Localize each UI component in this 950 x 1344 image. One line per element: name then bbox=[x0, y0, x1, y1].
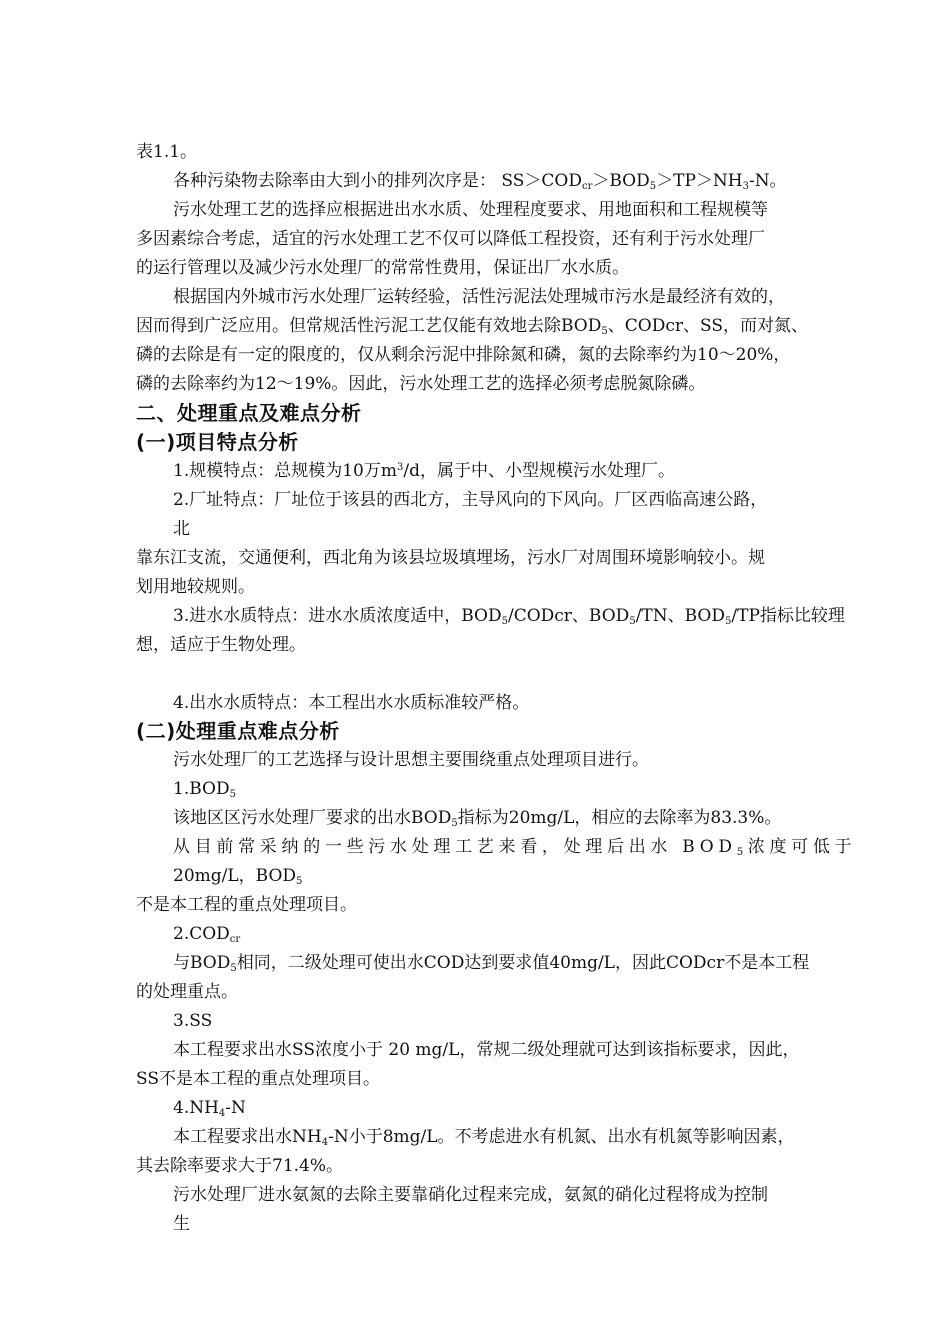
key-points-intro: 污水处理厂的工艺选择与设计思想主要围绕重点处理项目进行。 bbox=[173, 750, 649, 770]
nh4-line-3: 污水处理厂进水氨氮的去除主要靠硝化过程来完成，氨氮的硝化过程将成为控制 bbox=[173, 1185, 768, 1205]
cod-line-1: 与$BOD_5$相同，二级处理可使出水COD达到要求值40mg/L，因此CODcr不是本工程 bbox=[173, 953, 810, 974]
ss-heading: 3.SS bbox=[173, 1011, 213, 1031]
influent-feature-line-2: 想，适应于生物处理。 bbox=[136, 635, 306, 655]
experience-line-1: 根据国内外城市污水处理厂运转经验，活性污泥法处理城市污水是最经济有效的， bbox=[173, 287, 785, 307]
cod-heading: $2.COD_{cr}$ bbox=[173, 924, 241, 945]
ss-line-1: 本工程要求出水SS浓度小于 20 mg/L，常规二级处理就可达到该指标要求，因此， bbox=[173, 1040, 800, 1060]
experience-line-2: 因而得到广泛应用。但常规活性污泥工艺仅能有效地去除$BOD_5$、CODcr、SS，而对氮、 bbox=[136, 316, 808, 337]
process-selection-line-1: 污水处理工艺的选择应根据进出水水质、处理程度要求、用地面积和工程规模等 bbox=[173, 200, 768, 220]
site-feature-line-1: 2.厂址特点：厂址位于该县的西北方，主导风向的下风向。厂区西临高速公路， bbox=[173, 490, 768, 510]
scale-feature: 1.规模特点：总规模为10万$m^3/d$，属于中、小型规模污水处理厂。 bbox=[173, 461, 675, 481]
table-reference: 表1.1。 bbox=[136, 142, 198, 162]
effluent-feature: 4.出水水质特点：本工程出水水质标准较严格。 bbox=[173, 693, 530, 713]
bod-heading: $1.BOD_5$ bbox=[173, 779, 236, 800]
ss-line-2: SS不是本工程的重点处理项目。 bbox=[136, 1069, 380, 1089]
bod-line-1: 该地区区污水处理厂要求的出水$BOD_5$指标为20mg/L，相应的去除率为83.3%。 bbox=[173, 808, 782, 829]
experience-line-4: 磷的去除率约为12～19%。因此，污水处理工艺的选择必须考虑脱氮除磷。 bbox=[136, 374, 706, 394]
site-feature-line-2: 北 bbox=[173, 519, 190, 539]
nh4-line-4: 生 bbox=[173, 1214, 190, 1234]
site-feature-line-3: 靠东江支流，交通便利，西北角为该县垃圾填埋场，污水厂对周围环境影响较小。规 bbox=[136, 548, 765, 568]
process-selection-line-3: 的运行管理以及减少污水处理厂的常常性费用，保证出厂水水质。 bbox=[136, 258, 629, 278]
nh4-line-1: 本工程要求出水$NH_4-N$小于8mg/L。不考虑进水有机氮、出水有机氮等影响因素， bbox=[173, 1127, 795, 1148]
influent-feature-line-1: 3.进水水质特点：进水水质浓度适中，$BOD_5$/CODcr、$BOD_5/TN$、$BOD_5/TP$指标比较理 bbox=[173, 606, 845, 627]
bod-line-2: 从目前常采纳的一些污水处理工艺来看，处理后出水 $BOD_5$浓度可低于 bbox=[173, 837, 857, 858]
bod-line-4: 不是本工程的重点处理项目。 bbox=[136, 895, 357, 915]
section-heading-2: 二、处理重点及难点分析 bbox=[136, 401, 362, 425]
subsection-heading-key-points: (二)处理重点难点分析 bbox=[136, 719, 340, 743]
subsection-heading-project-features: (一)项目特点分析 bbox=[136, 430, 299, 454]
process-selection-line-2: 多因素综合考虑，适宜的污水处理工艺不仅可以降低工程投资，还有利于污水处理厂 bbox=[136, 229, 765, 249]
nh4-line-2: 其去除率要求大于71.4%。 bbox=[136, 1156, 344, 1176]
bod-line-3: 20mg/L，$BOD_5$ bbox=[173, 866, 303, 887]
site-feature-line-4: 划用地较规则。 bbox=[136, 577, 255, 597]
cod-line-2: 的处理重点。 bbox=[136, 982, 238, 1002]
removal-order-line: 各种污染物去除率由大到小的排列次序是： $SS>COD_{cr}>BOD_5>TP>NH_3-N$。 bbox=[173, 171, 787, 192]
experience-line-3: 磷的去除是有一定的限度的，仅从剩余污泥中排除氮和磷，氮的去除率约为10～20%， bbox=[136, 345, 791, 365]
nh4-heading: $4.NH_4-N$ bbox=[173, 1098, 246, 1119]
